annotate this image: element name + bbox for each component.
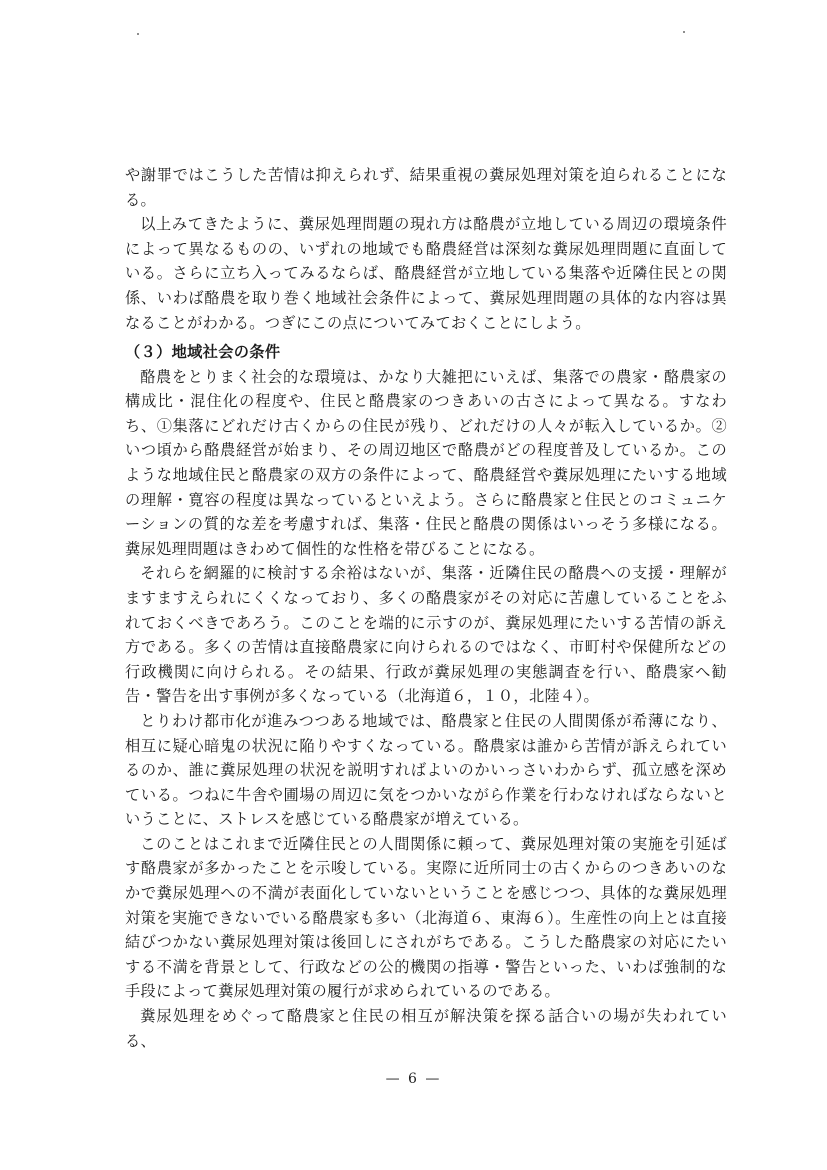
section-community-conditions — [125, 340, 727, 1053]
paragraph: 糞尿処理をめぐって酪農家と住民の相互が解決策を探る話合いの場が失われている、 — [125, 1007, 727, 1050]
body-text-top — [125, 163, 727, 335]
scan-speck — [137, 33, 139, 35]
scan-speck — [683, 31, 685, 33]
paragraph: 酪農をとりまく社会的な環境は、かなり大雑把にいえば、集落での農家・酪農家の構成比・混住化の程度や、住民と酪農家のつきあいの古さによって異なる。すなわち、①集落にどれだけ古くからの住民が残り、どれだけの人々が転入しているか。②いつ頃から酪農経営が始まり、その周辺地区で酪農がどの程度普及しているか。このような地域住民と酪農家の双方の条件によって、酪農経営や糞尿処理にたいする地域の理解・寛容の程度は異なっているといえよう。さらに酪農家と住民とのコミュニケーションの質的な差を考慮すれば、集落・住民と酪農の関係はいっそう多様になる。糞尿処理問題はきわめて個性的な性格を帯びることになる。 — [125, 367, 727, 558]
paragraph: それらを網羅的に検討する余裕はないが、集落・近隣住民の酪農への支援・理解がますますえられにくくなっており、多くの酪農家がその対応に苦慮していることをふれておくべきであろう。このことを端的に示すのが、糞尿処理にたいする苦情の訴え方である。多くの苦情は直接酪農家に向けられるのではなく、市町村や保健所などの行政機関に向けられる。その結果、行政が糞尿処理の実態調査を行い、酪農家へ勧告・警告を出す事例が多くなっている（北海道６，１０，北陸４）。 — [125, 564, 727, 706]
paragraph-continuation: や謝罪ではこうした苦情は抑えられず、結果重視の糞尿処理対策を迫られることになる。 — [125, 166, 727, 209]
paragraph: 以上みてきたように、糞尿処理問題の現れ方は酪農が立地している周辺の環境条件によって異なるものの、いずれの地域でも酪農経営は深刻な糞尿処理問題に直面している。さらに立ち入ってみるならば、酪農経営が立地している集落や近隣住民との関係、いわば酪農を取り巻く地域社会条件によって、糞尿処理問題の具体的な内容は異なることがわかる。つぎにこの点についてみておくことにしよう。 — [125, 215, 727, 332]
section-heading: （３）地域社会の条件 — [125, 343, 281, 361]
paragraph: とりわけ都市化が進みつつある地域では、酪農家と住民の人間関係が希薄になり、相互に疑心暗鬼の状況に陥りやすくなっている。酪農家は誰から苦情が訴えられているのか、誰に糞尿処理の状況を説明すればよいのかいっさいわからず、孤立感を深めている。つねに牛舎や圃場の周辺に気をつかいながら作業を行わなければならないということに、ストレスを感じている酪農家が増えている。 — [125, 711, 727, 829]
page-number: — 6 — — [385, 1071, 442, 1087]
paragraph: このことはこれまで近隣住民との人間関係に頼って、糞尿処理対策の実施を引延ばす酪農家が多かったことを示唆している。実際に近所同士の古くからのつきあいのなかで糞尿処理への不満が表面化していないということを感じつつ、具体的な糞尿処理対策を実施できないでいる酪農家も多い（北海道６、東海６）。生産性の向上とは直接結びつかない糞尿処理対策は後回しにされがちである。こうした酪農家の対応にたいする不満を背景として、行政などの公的機関の指導・警告といった、いわば強制的な手段によって糞尿処理対策の履行が求められているのである。 — [125, 834, 727, 1001]
